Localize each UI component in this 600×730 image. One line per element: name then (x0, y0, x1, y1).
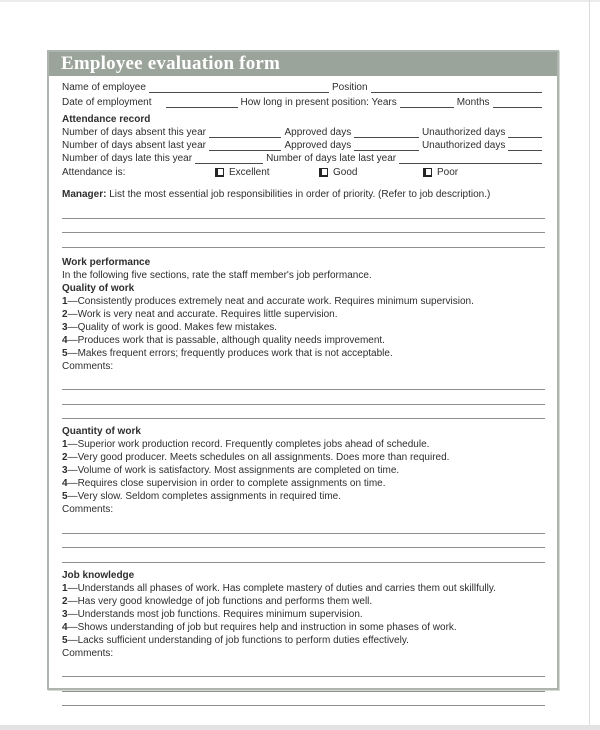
rating-item (62, 295, 545, 308)
item-number: 3 (62, 321, 68, 333)
approved-days-label: Approved days (284, 127, 352, 138)
name-label: Name of employee (62, 82, 146, 93)
rating-item (62, 321, 545, 334)
attendance-option-excellent[interactable] (215, 166, 319, 179)
item-text: —Requires close supervision in order to complete assignments on time. (67, 478, 386, 489)
rating-item (62, 595, 545, 608)
rating-item (62, 308, 545, 321)
work-performance-intro: In the following five sections, rate the staff member's job performance. (62, 269, 372, 281)
rating-item (62, 621, 545, 634)
manager-instruction-text: List the most essential job responsibilities in order of priority. (Refer to job description.) (109, 189, 491, 200)
unauthorized-days-blank[interactable] (508, 128, 542, 138)
item-number: 1 (62, 582, 68, 594)
months-label: Months (456, 97, 490, 108)
item-number: 3 (62, 465, 68, 476)
date-blank-field[interactable] (166, 98, 238, 108)
item-number: 3 (62, 608, 68, 620)
comments-write-lines (62, 519, 545, 563)
rating-item (62, 490, 545, 503)
attendance-heading: Attendance record (62, 114, 151, 125)
rating-item (62, 464, 545, 477)
manager-write-lines (62, 204, 545, 248)
months-blank-field[interactable] (493, 98, 542, 108)
item-number: 4 (62, 621, 68, 633)
late-this-year-label: Number of days late this year (62, 153, 193, 164)
item-number: 1 (62, 295, 68, 307)
item-text: —Has very good knowledge of job functions and performs them well. (67, 595, 373, 607)
item-text: —Shows understanding of job but requires help and instruction in some phases of work. (67, 621, 457, 633)
late-last-year-blank[interactable] (399, 154, 542, 164)
comments-label: Comments: (62, 360, 114, 372)
approved-days-blank[interactable] (354, 128, 419, 138)
rating-item (62, 608, 545, 621)
unauthorized-days-label: Unauthorized days (421, 140, 506, 151)
section-heading-quantity-of-work: Quantity of work (62, 426, 141, 437)
write-line (62, 233, 545, 248)
comments-write-lines (62, 663, 545, 707)
comments-label: Comments: (62, 647, 114, 659)
item-number: 2 (62, 595, 68, 607)
form-page (47, 50, 559, 690)
late-this-year-blank[interactable] (195, 154, 263, 164)
write-line (62, 534, 545, 549)
rating-item (62, 438, 545, 451)
write-line (62, 519, 545, 534)
item-text: —Very slow. Seldom completes assignments in required time. (67, 491, 342, 502)
present-position-label: How long in present position: Years (240, 97, 397, 108)
write-line (62, 548, 545, 563)
checkbox-icon[interactable] (423, 168, 432, 177)
option-label: Poor (437, 167, 459, 178)
write-line (62, 663, 545, 678)
write-line (62, 692, 545, 707)
item-number: 5 (62, 347, 68, 359)
work-performance-heading: Work performance (62, 256, 151, 268)
rating-item (62, 334, 545, 347)
item-text: —Understands most job functions. Requires minimum supervision. (67, 608, 363, 620)
manager-label: Manager: (62, 189, 107, 200)
position-label: Position (331, 82, 368, 93)
comments-write-lines (62, 376, 545, 420)
attendance-option-good[interactable] (319, 166, 423, 179)
manager-instruction (62, 188, 545, 201)
item-text: —Makes frequent errors; frequently produces work that is not acceptable. (67, 347, 393, 359)
item-text: —Work is very neat and accurate. Requires little supervision. (67, 308, 338, 320)
option-label: Good (333, 167, 358, 178)
rating-item (62, 582, 545, 595)
checkbox-icon[interactable] (319, 168, 328, 177)
rating-item (62, 477, 545, 490)
approved-days-label: Approved days (284, 140, 352, 151)
item-text: —Consistently produces extremely neat and accurate work. Requires minimum supervision. (67, 295, 474, 307)
absent-last-year-row (62, 139, 545, 152)
years-blank-field[interactable] (400, 98, 454, 108)
form-header-bar (49, 52, 557, 76)
item-number: 1 (62, 439, 68, 450)
item-number: 4 (62, 478, 68, 489)
checkbox-icon[interactable] (215, 168, 224, 177)
attendance-is-label: Attendance is: (62, 167, 126, 178)
item-text: —Produces work that is passable, although quality needs improvement. (67, 334, 385, 346)
item-text: —Quality of work is good. Makes few mistakes. (67, 321, 278, 333)
section-heading-job-knowledge: Job knowledge (62, 569, 135, 581)
rating-item (62, 634, 545, 647)
rating-item (62, 451, 545, 464)
viewport-bottom-bar (0, 725, 600, 730)
write-line (62, 376, 545, 391)
section-heading-quality-of-work: Quality of work (62, 282, 135, 294)
absent-last-year-label: Number of days absent last year (62, 140, 206, 151)
write-line (62, 405, 545, 420)
absent-last-year-blank[interactable] (209, 141, 282, 151)
approved-days-blank[interactable] (354, 141, 419, 151)
item-number: 4 (62, 334, 68, 346)
item-text: —Lacks sufficient understanding of job functions to perform duties effectively. (67, 634, 409, 646)
name-position-row (62, 81, 545, 94)
item-number: 2 (62, 308, 68, 320)
rating-item (62, 347, 545, 360)
late-last-year-label: Number of days late last year (266, 153, 397, 164)
viewport-right-edge (589, 0, 590, 730)
unauthorized-days-blank[interactable] (508, 141, 542, 151)
write-line (62, 390, 545, 405)
date-of-employment-label: Date of employment (62, 97, 152, 108)
item-text: —Superior work production record. Frequently completes jobs ahead of schedule. (67, 439, 430, 450)
absent-this-year-label: Number of days absent this year (62, 127, 206, 138)
absent-this-year-blank[interactable] (209, 128, 282, 138)
viewport-top-edge (0, 0, 600, 2)
late-days-row (62, 152, 545, 165)
comments-label: Comments: (62, 504, 114, 515)
write-line (62, 204, 545, 219)
attendance-option-poor[interactable] (423, 166, 527, 179)
item-text: —Understands all phases of work. Has complete mastery of duties and carries them out skillfully. (67, 582, 496, 594)
date-tenure-row (62, 96, 545, 109)
item-number: 5 (62, 491, 68, 502)
name-blank-field[interactable] (149, 83, 329, 93)
write-line (62, 219, 545, 234)
write-line (62, 677, 545, 692)
form-content (49, 76, 557, 706)
item-text: —Volume of work is satisfactory. Most assignments are completed on time. (67, 465, 400, 476)
page-title: Employee evaluation form (61, 53, 281, 74)
attendance-rating-row (62, 166, 545, 179)
option-label: Excellent (229, 167, 270, 178)
item-number: 5 (62, 634, 68, 646)
absent-this-year-row (62, 126, 545, 139)
item-number: 2 (62, 452, 68, 463)
item-text: —Very good producer. Meets schedules on all assignments. Does more than required. (67, 452, 450, 463)
position-blank-field[interactable] (371, 83, 542, 93)
unauthorized-days-label: Unauthorized days (421, 127, 506, 138)
